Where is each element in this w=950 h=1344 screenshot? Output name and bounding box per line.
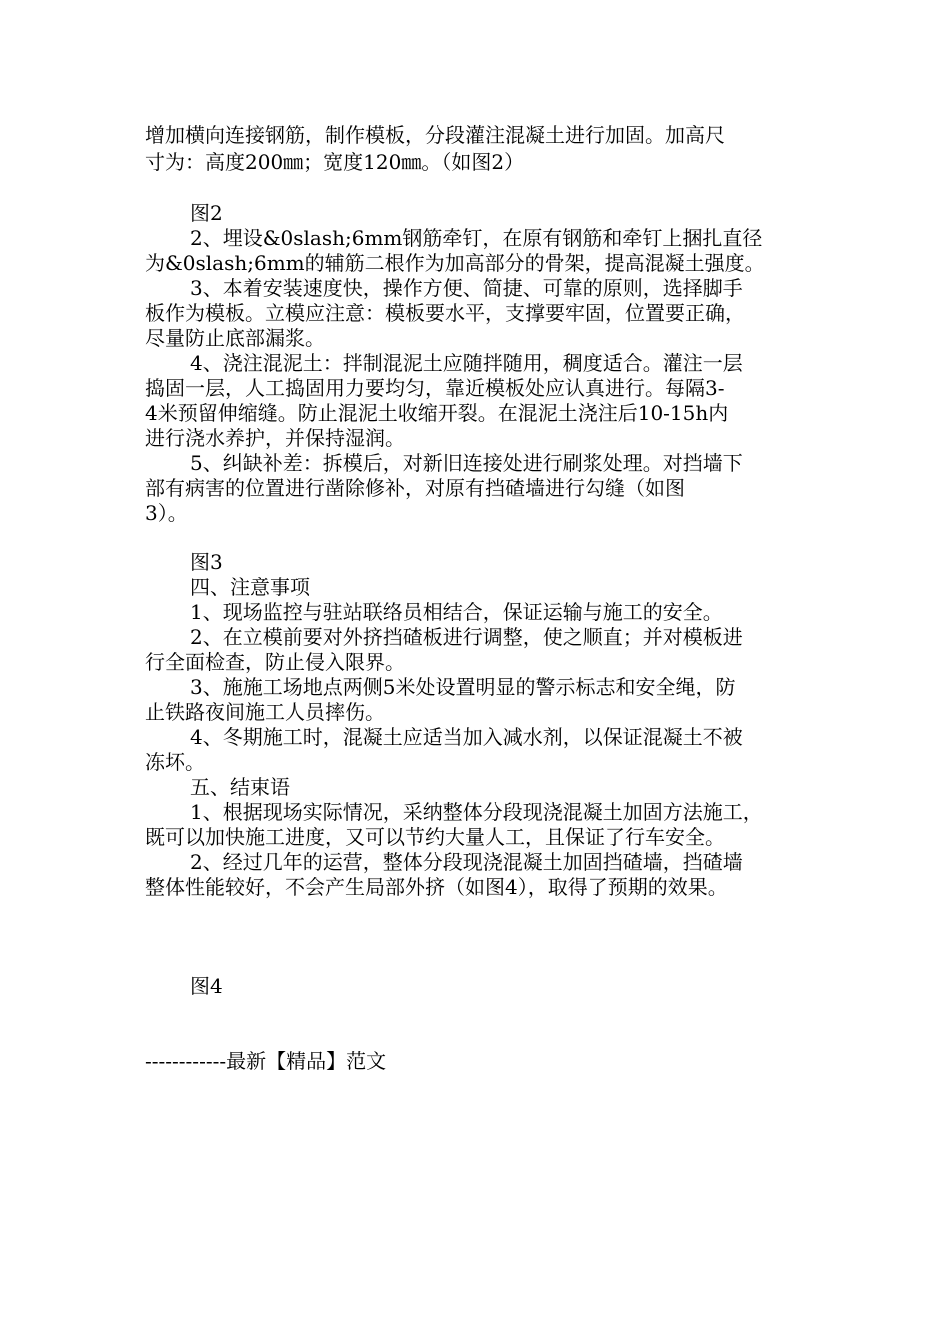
paragraph-line: 进行浇水养护，并保持湿润。 — [145, 426, 405, 450]
paragraph-line: 3）。 — [145, 501, 188, 525]
figure-caption: 图2 — [190, 201, 223, 225]
paragraph-line: 1、根据现场实际情况，采纳整体分段现浇混凝土加固方法施工， — [190, 800, 763, 824]
paragraph-line: 4、浇注混泥土：拌制混泥土应随拌随用，稠度适合。灌注一层 — [190, 351, 743, 375]
section-heading: 四、注意事项 — [190, 575, 310, 599]
section-heading: 五、结束语 — [190, 775, 290, 799]
paragraph-line: 为&0slash;6mm的辅筋二根作为加高部分的骨架，提高混凝土强度。 — [145, 251, 765, 275]
paragraph-line: 4米预留伸缩缝。防止混泥土收缩开裂。在混泥土浇注后10-15h内 — [145, 401, 729, 425]
paragraph-line: 板作为模板。立模应注意：模板要水平，支撑要牢固，位置要正确， — [145, 301, 745, 325]
paragraph-line: 3、本着安装速度快，操作方便、简捷、可靠的原则，选择脚手 — [190, 276, 743, 300]
figure-caption: 图4 — [190, 974, 223, 998]
paragraph-line: 既可以加快施工进度，又可以节约大量人工，且保证了行车安全。 — [145, 825, 725, 849]
paragraph-line: 增加横向连接钢筋，制作模板，分段灌注混凝土进行加固。加高尺 — [145, 123, 725, 147]
footer-text: ------------最新【精品】范文 — [145, 1049, 387, 1073]
paragraph-line: 2、埋设&0slash;6mm钢筋牵钉，在原有钢筋和牵钉上捆扎直径 — [190, 226, 763, 250]
paragraph-line: 尽量防止底部漏浆。 — [145, 326, 325, 350]
paragraph-line: 行全面检查，防止侵入限界。 — [145, 650, 405, 674]
paragraph-line: 部有病害的位置进行凿除修补，对原有挡碴墙进行勾缝（如图 — [145, 476, 685, 500]
paragraph-line: 止铁路夜间施工人员摔伤。 — [145, 700, 385, 724]
paragraph-line: 2、在立模前要对外挤挡碴板进行调整，使之顺直；并对模板进 — [190, 625, 743, 649]
paragraph-line: 寸为：高度200㎜；宽度120㎜。（如图2） — [145, 150, 525, 174]
paragraph-line: 2、经过几年的运营，整体分段现浇混凝土加固挡碴墙，挡碴墙 — [190, 850, 743, 874]
paragraph-line: 整体性能较好，不会产生局部外挤（如图4），取得了预期的效果。 — [145, 875, 728, 899]
paragraph-line: 捣固一层，人工捣固用力要均匀，靠近模板处应认真进行。每隔3- — [145, 376, 725, 400]
paragraph-line: 4、冬期施工时，混凝土应适当加入减水剂，以保证混凝土不被 — [190, 725, 743, 749]
paragraph-line: 1、现场监控与驻站联络员相结合，保证运输与施工的安全。 — [190, 600, 723, 624]
paragraph-line: 冻坏。 — [145, 750, 205, 774]
figure-caption: 图3 — [190, 550, 223, 574]
paragraph-line: 5、纠缺补差：拆模后，对新旧连接处进行刷浆处理。对挡墙下 — [190, 451, 743, 475]
paragraph-line: 3、施施工场地点两侧5米处设置明显的警示标志和安全绳，防 — [190, 675, 736, 699]
